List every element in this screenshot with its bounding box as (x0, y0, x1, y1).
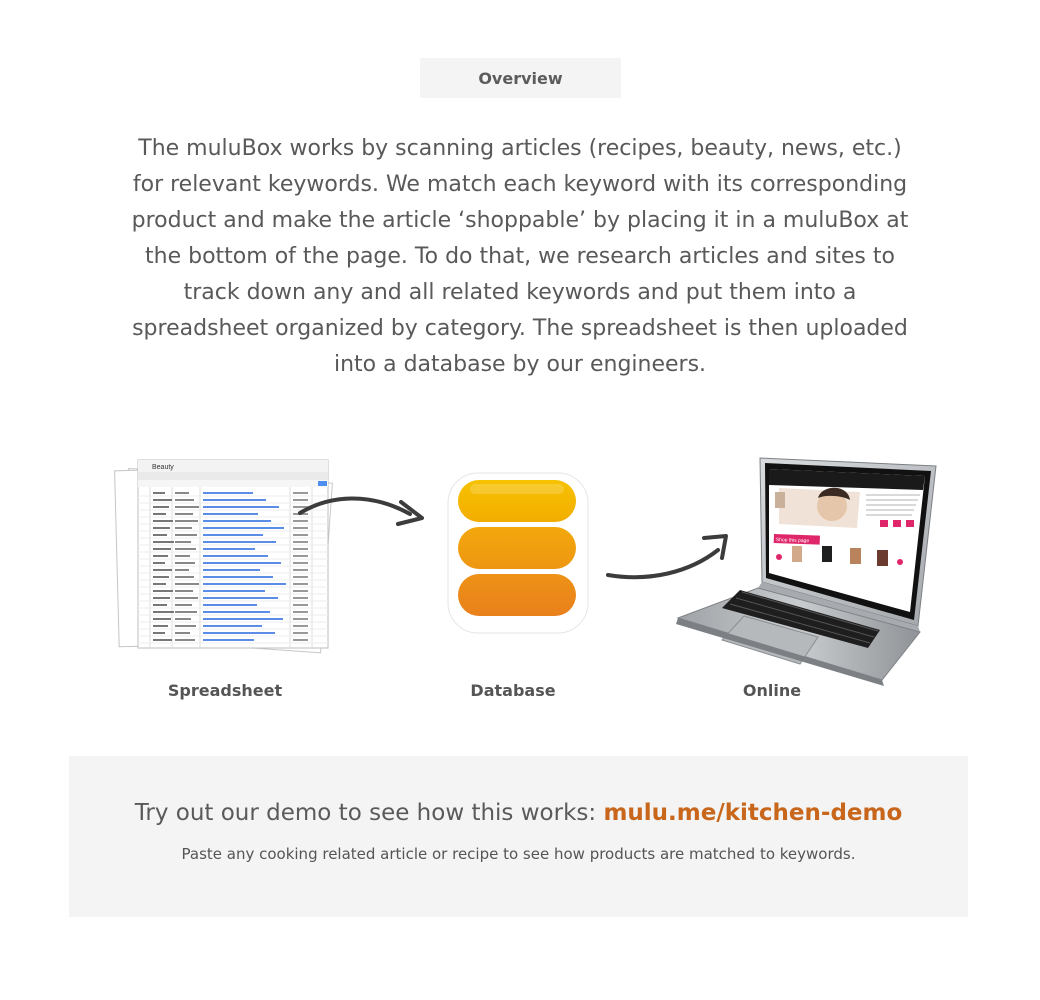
step-label-online: Online (742, 681, 802, 700)
database-icon (448, 473, 588, 633)
intro-paragraph: The muluBox works by scanning articles (recipes, beauty, news, etc.) for relevant keywords. We match each keyword with its corresponding product and make the article ‘shoppable’ by placing it in a muluBox at the bottom of the page. To do that, we research articles and sites to track down any and all related keywords and put them into a spreadsheet organized by category. The spreadsheet is then uploaded into a database by our engineers. (131, 136, 909, 377)
demo-line (69, 800, 968, 826)
overview-tab[interactable]: Overview (420, 58, 621, 98)
demo-callout (69, 756, 968, 917)
spreadsheet-icon (115, 460, 333, 653)
spreadsheet-sheet (138, 460, 328, 648)
step-label-spreadsheet: Spreadsheet (167, 681, 283, 700)
laptop-icon (676, 458, 936, 686)
spreadsheet-title: Beauty (152, 464, 174, 471)
demo-lead-text: Try out our demo to see how this works: (134, 800, 604, 826)
shop-label: Shop this page (775, 537, 810, 545)
demo-link[interactable]: mulu.me/kitchen-demo (603, 800, 903, 826)
workflow-diagram (0, 440, 1040, 720)
arrow-icon (608, 536, 726, 577)
step-label-database: Database (470, 681, 556, 700)
demo-subtext: Paste any cooking related article or recipe to see how products are matched to keywords. (181, 845, 856, 863)
